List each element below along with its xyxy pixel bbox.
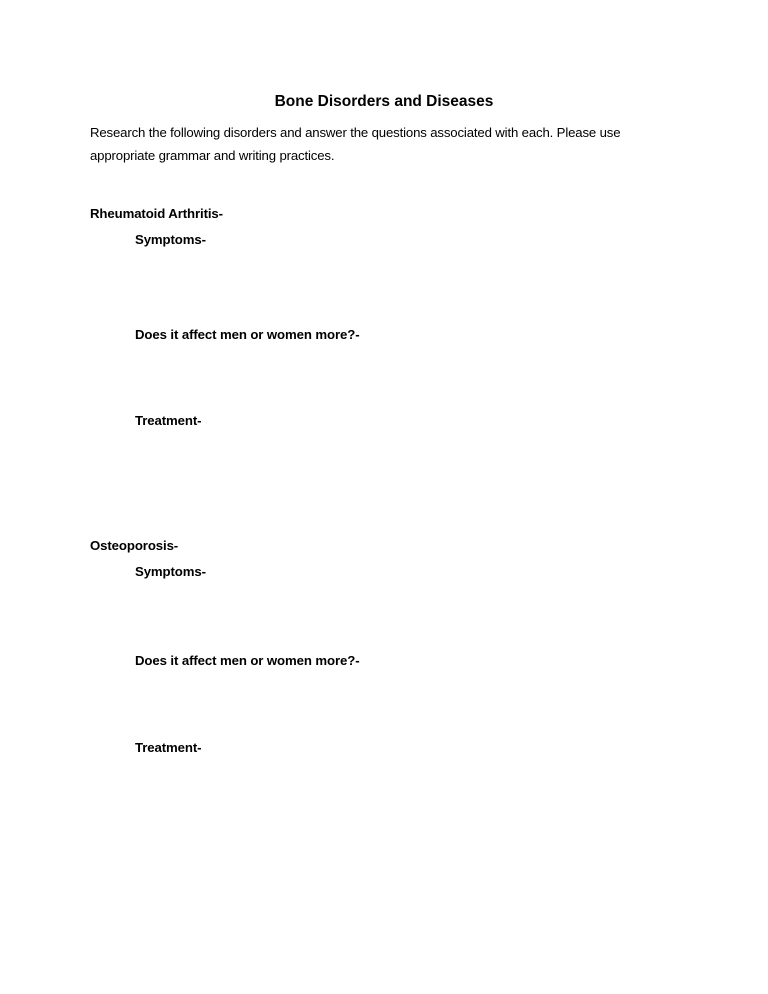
instructions-line-1: Research the following disorders and answer the questions associated with each. Please use <box>90 125 621 140</box>
question-symptoms: Symptoms- <box>135 564 206 579</box>
question-gender: Does it affect men or women more?- <box>135 653 360 668</box>
question-treatment: Treatment- <box>135 413 202 428</box>
section-heading: Rheumatoid Arthritis- <box>90 206 223 221</box>
question-treatment: Treatment- <box>135 740 202 755</box>
section-heading: Osteoporosis- <box>90 538 179 553</box>
instructions-line-2: appropriate grammar and writing practices. <box>90 148 335 163</box>
page-title: Bone Disorders and Diseases <box>274 93 494 110</box>
question-symptoms: Symptoms- <box>135 232 206 247</box>
question-gender: Does it affect men or women more?- <box>135 327 360 342</box>
